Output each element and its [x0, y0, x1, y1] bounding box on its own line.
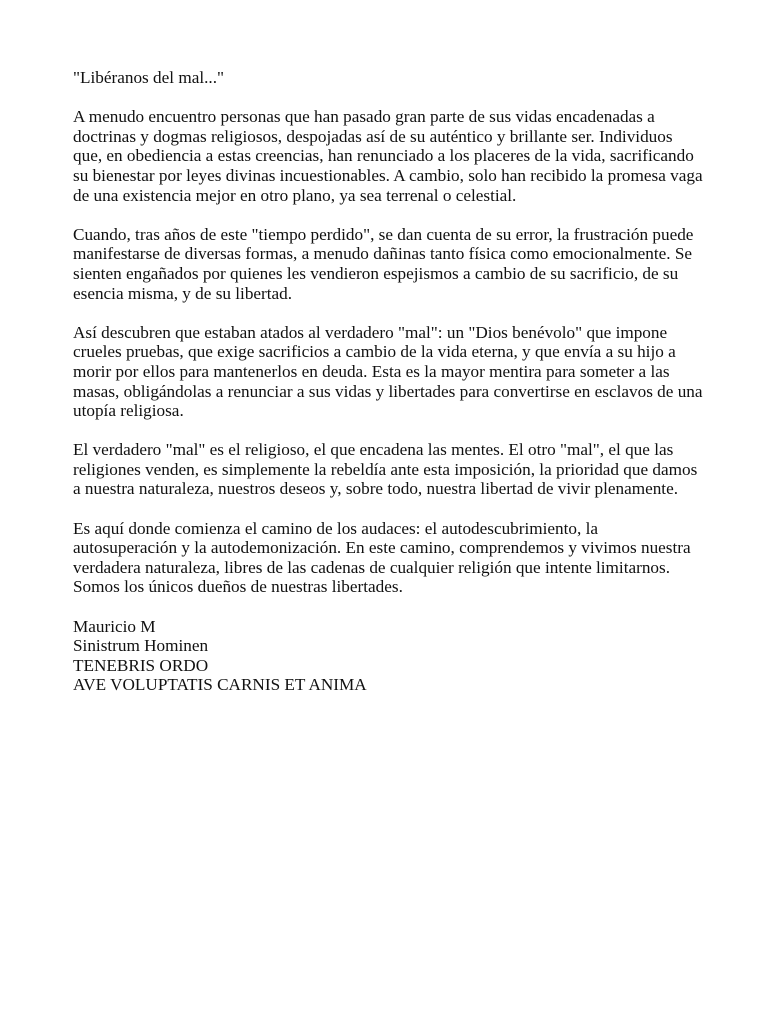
paragraph-5: Es aquí donde comienza el camino de los audaces: el autodescubrimiento, la autosuperación y la autodemonización. En este camino, comprendemos y vivimos nuestra verdadera naturaleza, libres de las cadenas de cualquier religión que intente limitarnos. Somos los únicos dueños de nuestras libertades.: [73, 518, 691, 597]
document-page: [73, 68, 703, 695]
signature-motto: AVE VOLUPTATIS CARNIS ET ANIMA: [73, 675, 367, 695]
paragraph-2: Cuando, tras años de este "tiempo perdido", se dan cuenta de su error, la frustración puede manifestarse de diversas formas, a menudo dañinas tanto física como emocionalmente. Se sienten engañados por quienes les vendieron espejismos a cambio de su sacrificio, de su esencia misma, y de su libertad.: [73, 224, 694, 303]
paragraph-1: A menudo encuentro personas que han pasado gran parte de sus vidas encadenadas a doctrinas y dogmas religiosos, despojadas así de su auténtico y brillante ser. Individuos que, en obediencia a estas creencias, han renunciado a los placeres de la vida, sacrificando su bienestar por leyes divinas incuestionables. A cambio, solo han recibido la promesa vaga de una existencia mejor en otro plano, ya sea terrenal o celestial.: [73, 107, 703, 205]
signature-alias: Sinistrum Hominen: [73, 636, 209, 656]
paragraph-4: El verdadero "mal" es el religioso, el que encadena las mentes. El otro "mal", el que las religiones venden, es simplemente la rebeldía ante esta imposición, la prioridad que damos a nuestra naturaleza, nuestros deseos y, sobre todo, nuestra libertad de vivir plenamente.: [73, 440, 698, 499]
signature-block: [73, 617, 703, 695]
signature-author: Mauricio M: [73, 616, 156, 636]
document-title: "Libéranos del mal...": [73, 68, 225, 87]
signature-order: TENEBRIS ORDO: [73, 655, 209, 675]
paragraph-3: Así descubren que estaban atados al verdadero "mal": un "Dios benévolo" que impone crueles pruebas, que exige sacrificios a cambio de la vida eterna, y que envía a su hijo a morir por ellos para mantenerlos en deuda. Esta es la mayor mentira para someter a las masas, obligándolas a renunciar a sus vidas y libertades para convertirse en esclavos de una utopía religiosa.: [73, 322, 703, 421]
